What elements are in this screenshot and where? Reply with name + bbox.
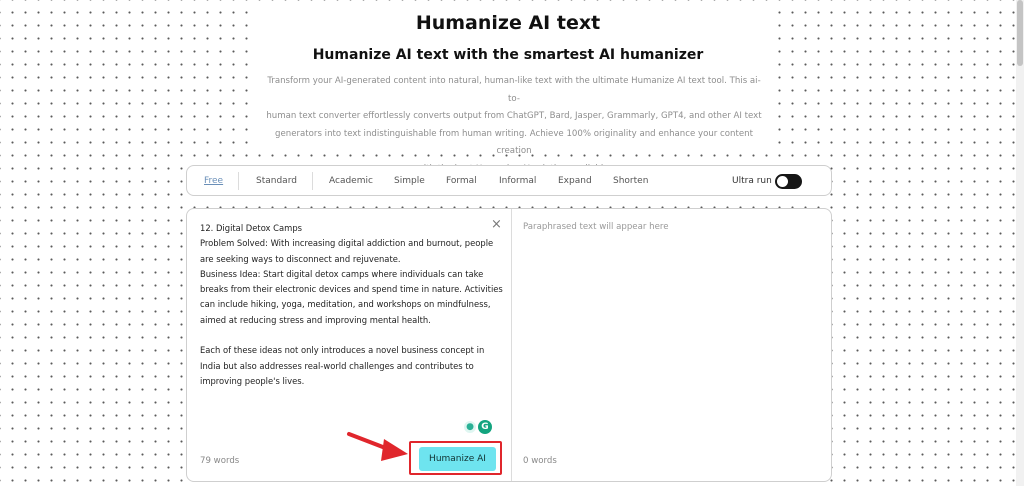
- input-line: improving people's lives.: [200, 375, 305, 386]
- input-line: Problem Solved: With increasing digital addiction and burnout, people: [200, 238, 494, 249]
- input-line: can include hiking, yoga, meditation, and workshops on mindfulness,: [200, 299, 491, 310]
- assistant-icon[interactable]: ●: [464, 421, 476, 433]
- ultra-run-label: Ultra run: [732, 176, 772, 186]
- input-line: aimed at reducing stress and improving mental health.: [200, 314, 431, 325]
- output-placeholder: Paraphrased text will appear here: [523, 222, 669, 232]
- clear-input-close-icon[interactable]: ×: [491, 217, 502, 232]
- input-textarea[interactable]: [200, 221, 503, 389]
- input-line: Each of these ideas not only introduces a novel business concept in: [200, 345, 485, 356]
- input-word-count: 79 words: [200, 456, 240, 466]
- input-line: are seeking ways to disconnect and rejuvenate.: [200, 253, 401, 264]
- mode-tab-shorten[interactable]: Shorten: [613, 176, 649, 186]
- humanize-ai-button[interactable]: Humanize AI: [419, 447, 496, 471]
- mode-tab-informal[interactable]: Informal: [499, 176, 537, 186]
- page-scrollbar[interactable]: [1016, 0, 1024, 486]
- input-line: 12. Digital Detox Camps: [200, 223, 302, 233]
- toolbar-divider: [238, 172, 239, 190]
- mode-tab-formal[interactable]: Formal: [446, 176, 477, 186]
- ultra-run-toggle[interactable]: [775, 174, 802, 189]
- description-line: human text converter effortlessly converts output from ChatGPT, Bard, Jasper, Grammarly, GPT4, and other AI text: [266, 111, 762, 121]
- page-description: [262, 73, 766, 178]
- toggle-knob: [777, 176, 788, 187]
- red-arrow-icon: [346, 429, 410, 465]
- input-line: breaks from their electronic devices and spend time in nature. Activities: [200, 284, 503, 295]
- editor-divider: [511, 209, 512, 481]
- grammarly-icon[interactable]: G: [478, 420, 492, 434]
- mode-tab-free[interactable]: Free: [204, 176, 224, 186]
- description-line: generators into text indistinguishable from human writing. Achieve 100% originality and enhance your content creation: [275, 128, 753, 156]
- scrollbar-thumb[interactable]: [1017, 0, 1023, 66]
- page-title: Humanize AI text: [415, 12, 601, 34]
- description-line: Transform your AI-generated content into natural, human-like text with the ultimate Humanize AI text tool. This ai-to-: [267, 76, 761, 104]
- mode-tab-academic[interactable]: Academic: [329, 176, 373, 186]
- editor-panel: [186, 208, 832, 482]
- toolbar-divider: [312, 172, 313, 190]
- input-line: Business Idea: Start digital detox camps where individuals can take: [200, 268, 484, 279]
- mode-tab-standard[interactable]: Standard: [256, 176, 297, 186]
- mode-toolbar: [186, 165, 832, 196]
- extension-icons: [464, 420, 494, 434]
- page-subtitle: Humanize AI text with the smartest AI humanizer: [312, 47, 704, 63]
- output-word-count: 0 words: [523, 456, 557, 466]
- input-line: [200, 328, 492, 343]
- mode-tab-simple[interactable]: Simple: [394, 176, 425, 186]
- input-line: India but also addresses real-world challenges and contributes to: [200, 360, 474, 371]
- mode-tab-expand[interactable]: Expand: [558, 176, 592, 186]
